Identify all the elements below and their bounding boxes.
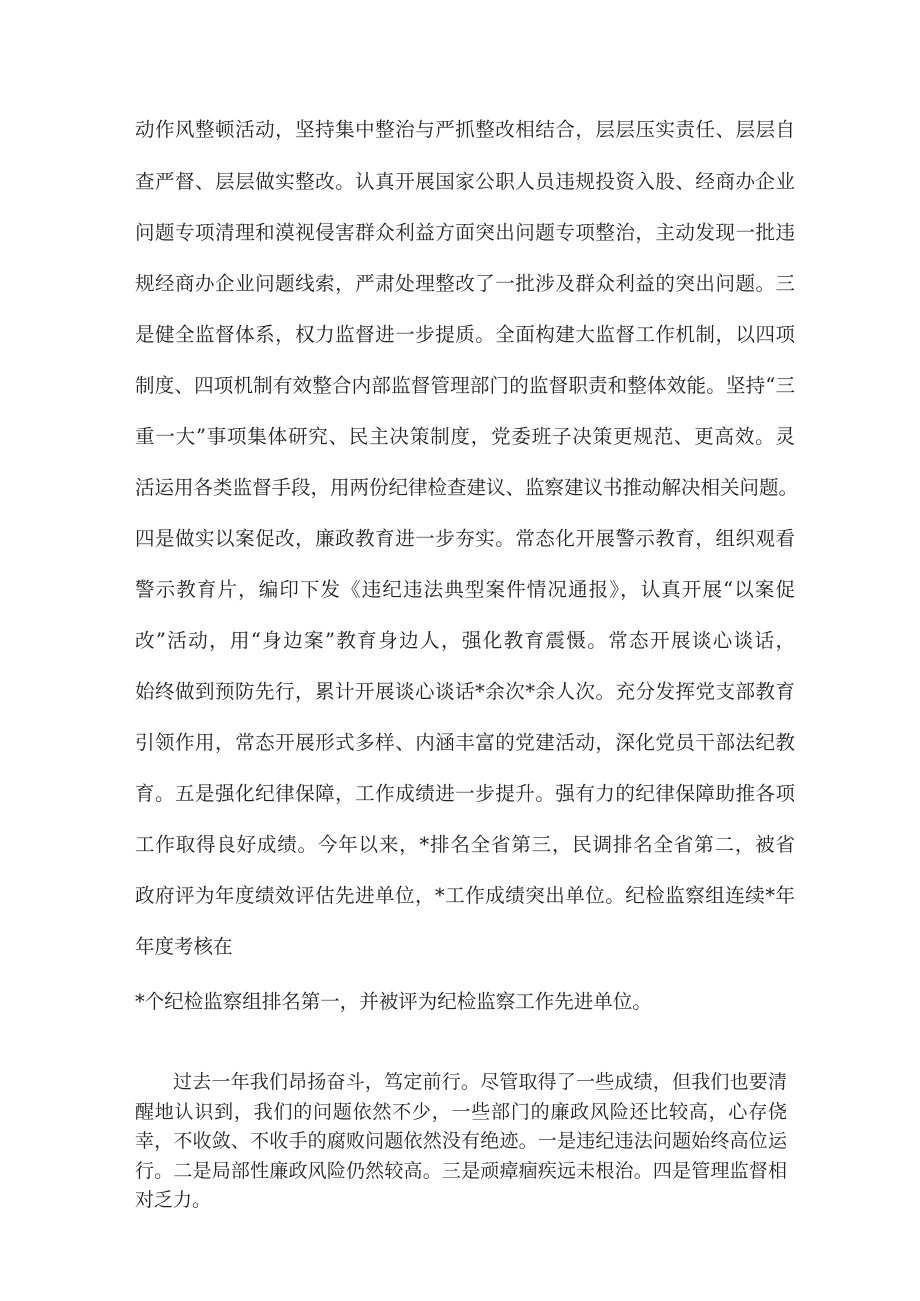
- body-text-line: 育。五是强化纪律保障，工作成绩进一步提升。强有力的纪律保障助推各项: [135, 782, 795, 805]
- body-text-line: 始终做到预防先行，累计开展谈心谈话*余次*余人次。充分发挥党支部教育: [135, 680, 795, 703]
- body-text-line: 问题专项清理和漠视侵害群众利益方面突出问题专项整治，主动发现一批违: [135, 221, 795, 244]
- body-text-line: 动作风整顿活动，坚持集中整治与严抓整改相结合，层层压实责任、层层自: [135, 118, 795, 141]
- body-text-line: 制度、四项机制有效整合内部监督管理部门的监督职责和整体效能。坚持“三: [135, 374, 795, 397]
- body-text-line: 年度考核在: [135, 935, 233, 958]
- body-text-line: 警示教育片，编印下发《违纪违法典型案件情况通报》，认真开展“以案促: [135, 578, 795, 601]
- body-text-line: *个纪检监察组排名第一，并被评为纪检监察工作先进单位。: [135, 990, 652, 1013]
- body-text-line: 活运用各类监督手段，用两份纪律检查建议、监察建议书推动解决相关问题。: [135, 476, 799, 499]
- body-text-line: 是健全监督体系，权力监督进一步提质。全面构建大监督工作机制，以四项: [135, 323, 795, 346]
- body-text-line: 引领作用，常态开展形式多样、内涵丰富的党建活动，深化党员干部法纪教: [135, 731, 795, 754]
- body-text-line: 改”活动，用“身边案”教育身边人，强化教育震慑。常态开展谈心谈话，: [135, 629, 795, 652]
- body-text-line: 四是做实以案促改，廉政教育进一步夯实。常态化开展警示教育，组织观看: [135, 527, 795, 550]
- body-text-line: 规经商办企业问题线索，严肃处理整改了一批涉及群众利益的突出问题。三: [135, 272, 795, 295]
- body-paragraph: 过去一年我们昂扬奋斗，笃定前行。尽管取得了一些成绩，但我们也要清醒地认识到，我们的问题依然不少，一些部门的廉政风险还比较高，心存侥幸，不收敛、不收手的腐败问题依然没有绝迹。一是违纪违法问题始终高位运行。二是局部性廉政风险仍然较高。三是顽瘴痼疾远未根治。四是管理监督相对乏力。: [135, 1071, 787, 1211]
- body-text-line: 重一大”事项集体研究、民主决策制度，党委班子决策更规范、更高效。灵: [135, 425, 795, 448]
- body-text-line: 工作取得良好成绩。今年以来，*排名全省第三，民调排名全省第二，被省: [135, 833, 795, 856]
- body-text-line: 政府评为年度绩效评估先进单位，*工作成绩突出单位。纪检监察组连续*年: [135, 884, 795, 907]
- body-text-line: 查严督、层层做实整改。认真开展国家公职人员违规投资入股、经商办企业: [135, 170, 795, 193]
